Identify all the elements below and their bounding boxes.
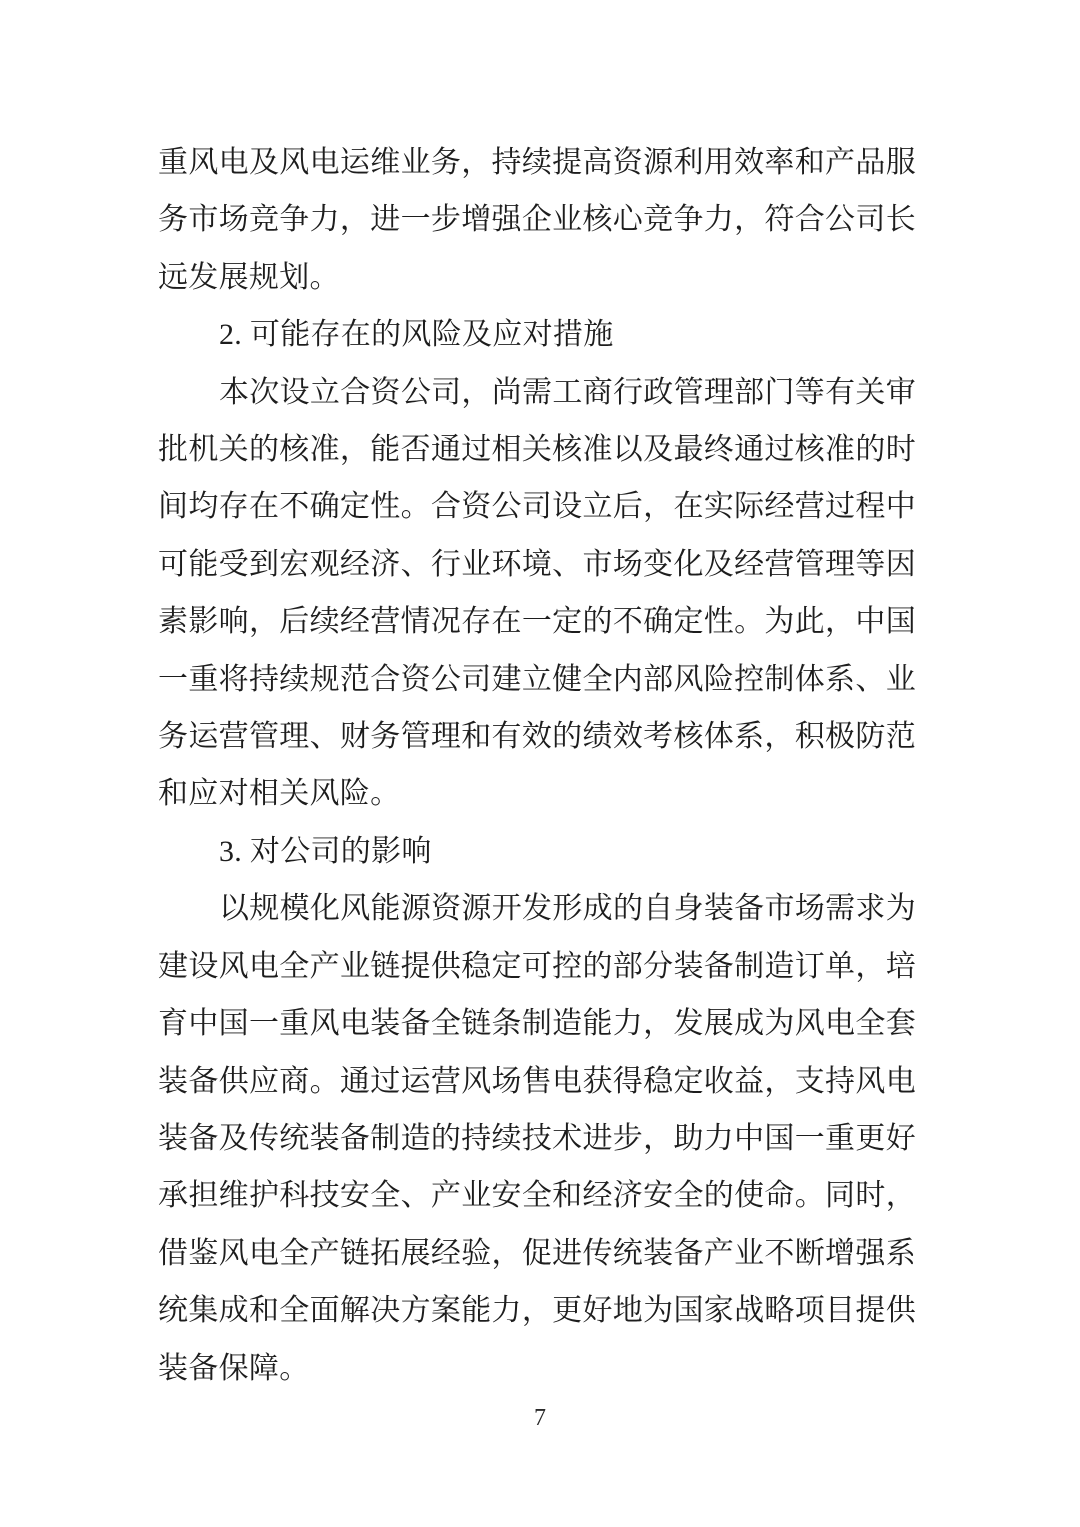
section-3-paragraph: 以规模化风能源资源开发形成的自身装备市场需求为建设风电全产业链提供稳定可控的部分装备制造订单，培育中国一重风电装备全链条制造能力，发展成为风电全套装备供应商。通过运营风场售电获得稳定收益，支持风电装备及传统装备制造的持续技术进步，助力中国一重更好承担维护科技安全、产业安全和经济安全的使命。同时，借鉴风电全产链拓展经验，促进传统装备产业不断增强系统集成和全面解决方案能力，更好地为国家战略项目提供装备保障。	[158, 892, 916, 1385]
section-3-heading: 3. 对公司的影响	[219, 834, 432, 868]
section-2-heading: 2. 可能存在的风险及应对措施	[219, 318, 614, 352]
continuation-paragraph: 重风电及风电运维业务，持续提高资源利用效率和产品服务市场竞争力，进一步增强企业核心竞争力，符合公司长远发展规划。	[158, 146, 916, 294]
section-2-paragraph: 本次设立合资公司，尚需工商行政管理部门等有关审批机关的核准，能否通过相关核准以及最终通过核准的时间均存在不确定性。合资公司设立后，在实际经营过程中可能受到宏观经济、行业环境、市场变化及经营管理等因素影响，后续经营情况存在一定的不确定性。为此，中国一重将持续规范合资公司建立健全内部风险控制体系、业务运营管理、财务管理和有效的绩效考核体系，积极防范和应对相关风险。	[158, 375, 916, 811]
page-body	[158, 134, 916, 1397]
page-number: 7	[534, 1405, 546, 1431]
